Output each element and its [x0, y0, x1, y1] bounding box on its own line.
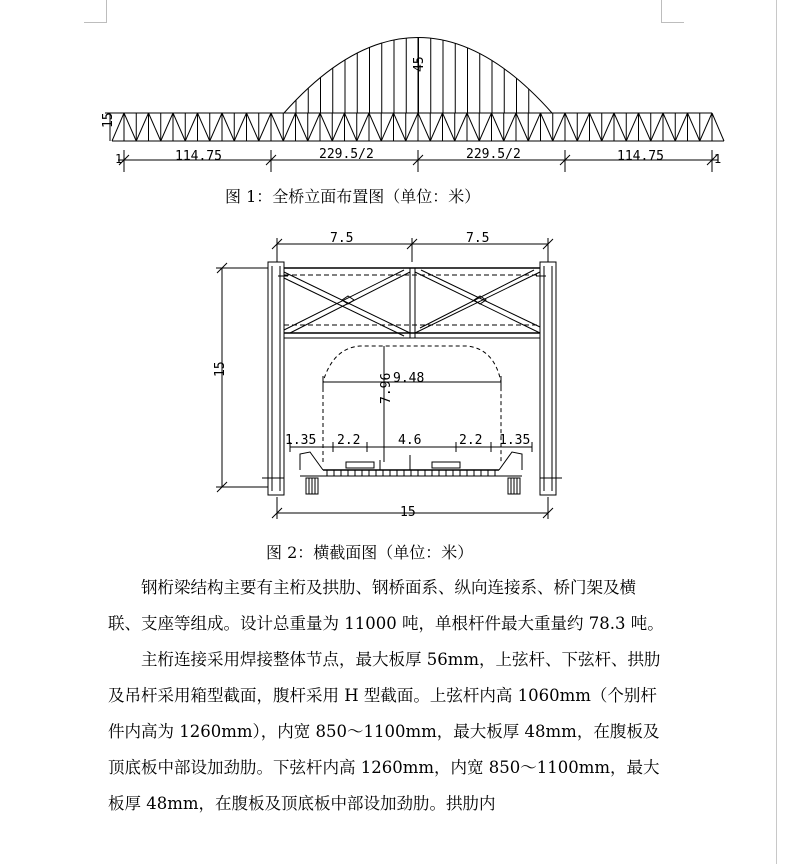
label-end-right: 1 [714, 152, 722, 166]
body-text [108, 570, 664, 822]
label-w5: 1.35 [499, 433, 531, 448]
label-clear-width: 9.48 [393, 371, 425, 386]
left-chord-column [268, 262, 284, 495]
arch-hangers [296, 38, 529, 113]
truss-webs [112, 113, 724, 141]
label-w3: 4.6 [398, 433, 422, 448]
deck-ribs [327, 470, 495, 476]
label-end-left: 1 [115, 152, 123, 166]
right-chord-column [540, 262, 556, 495]
figure2-caption: 图 2：横截面图（单位：米） [266, 543, 474, 562]
label-bottom-width: 15 [400, 505, 416, 520]
paragraph-1: 钢桁梁结构主要有主桁及拱肋、钢桥面系、纵向连接系、桥门架及横联、支座等组成。设计总重量为 11000 吨，单根杆件最大重量约 78.3 吨。 [108, 578, 664, 633]
paragraph-2: 主桁连接采用焊接整体节点，最大板厚 56mm，上弦杆、下弦杆、拱肋及吊杆采用箱型截面，腹杆采用 H 型截面。上弦杆内高 1060mm（个别杆件内高为 1260mm），内宽 850～1100mm，最大板厚 48mm，在腹板及顶底板中部设加劲肋。下弦杆内高 1260mm，内宽 850～1100mm，最大板厚 48mm，在腹板及顶底板中部设加劲肋。拱肋内 [108, 650, 661, 813]
label-section-height: 15 [213, 361, 228, 377]
label-w4: 2.2 [459, 433, 483, 448]
label-top-right: 7.5 [466, 231, 490, 246]
label-top-left: 7.5 [330, 231, 354, 246]
label-arch-rise: 45 [412, 56, 427, 72]
label-clear-height: 7.96 [379, 372, 394, 404]
label-w1: 1.35 [285, 433, 317, 448]
label-height-15: 15 [101, 112, 116, 128]
figure1-caption: 图 1：全桥立面布置图（单位：米） [225, 187, 481, 206]
label-w2: 2.2 [337, 433, 361, 448]
label-span-mid-right: 229.5/2 [466, 147, 521, 162]
label-span-left: 114.75 [175, 149, 222, 164]
label-span-mid-left: 229.5/2 [319, 147, 374, 162]
label-span-right: 114.75 [617, 149, 664, 164]
